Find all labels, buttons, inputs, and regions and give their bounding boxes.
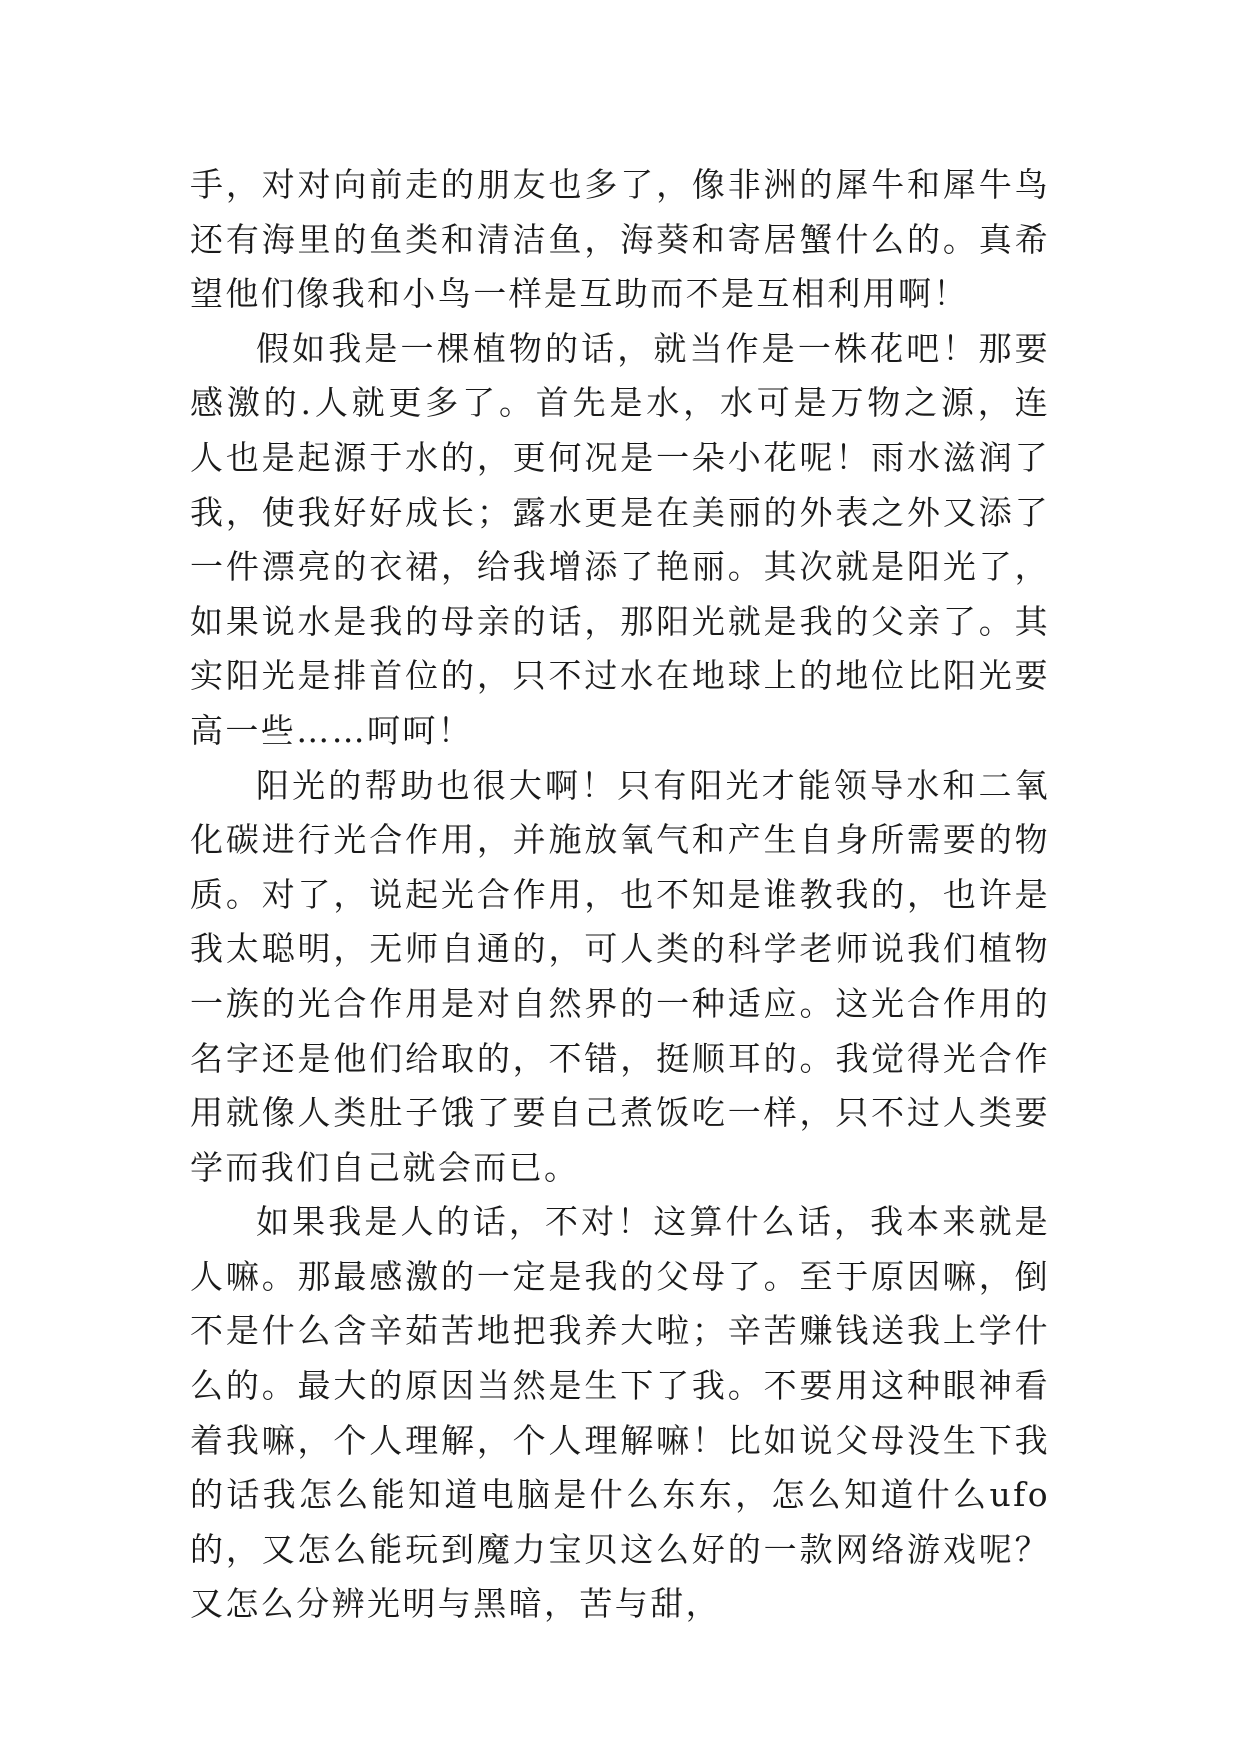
paragraph-plant: 假如我是一棵植物的话，就当作是一株花吧！那要感激的.人就更多了。首先是水，水可是万物之源，连人也是起源于水的，更何况是一朵小花呢！雨水滋润了我，使我好好成长；露水更是在美丽的外表之外又添了一件漂亮的衣裙，给我增添了艳丽。其次就是阳光了，如果说水是我的母亲的话，那阳光就是我的父亲了。其实阳光是排首位的，只不过水在地球上的地位比阳光要高一些……呵呵！ — [190, 328, 1050, 750]
paragraph-sunlight: 阳光的帮助也很大啊！只有阳光才能领导水和二氧化碳进行光合作用，并施放氧气和产生自身所需要的物质。对了，说起光合作用，也不知是谁教我的，也许是我太聪明，无师自通的，可人类的科学老师说我们植物一族的光合作用是对自然界的一种适应。这光合作用的名字还是他们给取的，不错，挺顺耳的。我觉得光合作用就像人类肚子饿了要自己煮饭吃一样，只不过人类要学而我们自己就会而已。 — [190, 765, 1050, 1187]
paragraph-parents: 如果我是人的话，不对！这算什么话，我本来就是人嘛。那最感激的一定是我的父母了。至于原因嘛，倒不是什么含辛茹苦地把我养大啦；辛苦赚钱送我上学什么的。最大的原因当然是生下了我。不要用这种眼神看着我嘛，个人理解，个人理解嘛！比如说父母没生下我的话我怎么能知道电脑是什么东东，怎么知道什么ufo的，又怎么能玩到魔力宝贝这么好的一款网络游戏呢？又怎么分辨光明与黑暗，苦与甜， — [190, 1202, 1050, 1624]
paragraph-continued: 手，对对向前走的朋友也多了，像非洲的犀牛和犀牛鸟还有海里的鱼类和清洁鱼，海葵和寄居蟹什么的。真希望他们像我和小鸟一样是互助而不是互相利用啊！ — [190, 165, 1050, 314]
body-text — [190, 158, 1050, 1632]
